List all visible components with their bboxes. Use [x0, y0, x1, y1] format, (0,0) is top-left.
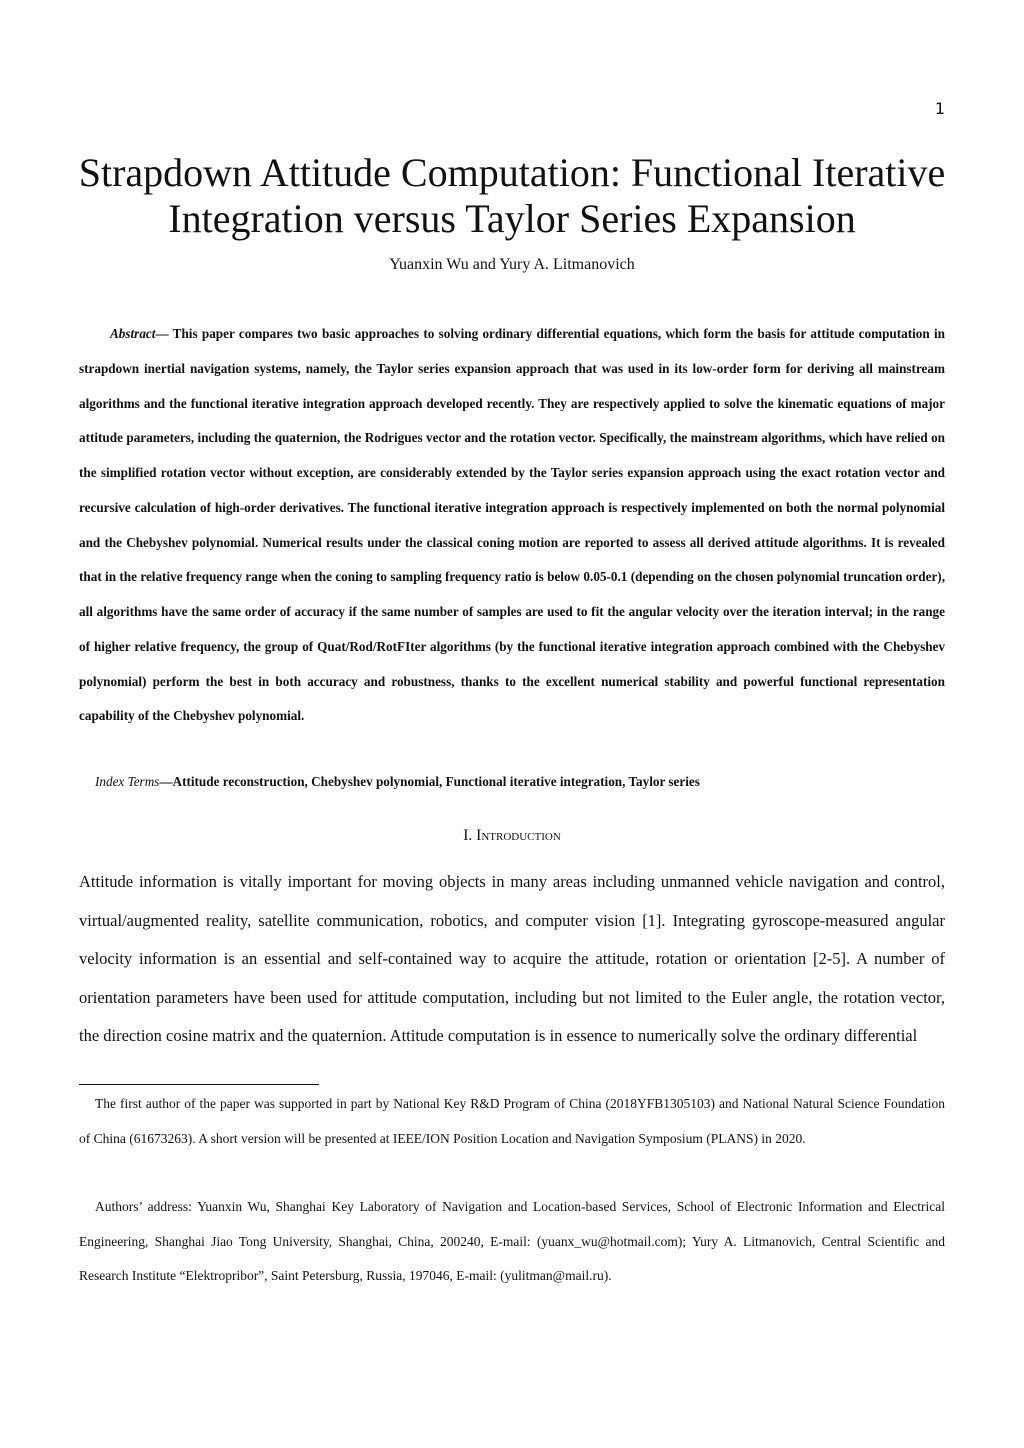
abstract-dash: — — [155, 326, 169, 341]
page-number: 1 — [934, 99, 945, 118]
paper-title: Strapdown Attitude Computation: Functional Iterative Integration versus Taylor Series Expansion — [78, 150, 946, 241]
index-terms-label: Index Terms — [95, 774, 160, 789]
abstract-text: This paper compares two basic approaches to solving ordinary differential equations, which form the basis for attitude computation in strapdown inertial navigation systems, namely, the Taylor series expansion approach that was used in its low-order form for deriving all mainstream algorithms and the functional iterative integration approach developed recently. They are respectively applied to solve the kinematic equations of major attitude parameters, including the quaternion, the Rodrigues vector and the rotation vector. Specifically, the mainstream algorithms, which have relied on the simplified rotation vector without exception, are considerably extended by the Taylor series expansion approach using the exact rotation vector and recursive calculation of high-order derivatives. The functional iterative integration approach is respectively implemented on both the normal polynomial and the Chebyshev polynomial. Numerical results under the classical coning motion are reported to assess all derived attitude algorithms. It is revealed that in the relative frequency range when the coning to sampling frequency ratio is below 0.05-0.1 (depending on the chosen polynomial truncation order), all algorithms have the same order of accuracy if the same number of samples are used to fit the angular velocity over the iteration interval; in the range of higher relative frequency, the group of Quat/Rod/RotFIter algorithms (by the functional iterative integration approach combined with the Chebyshev polynomial) perform the best in both accuracy and robustness, thanks to the excellent numerical stability and powerful functional representation capability of the Chebyshev polynomial. — [79, 326, 945, 724]
author-list: Yuanxin Wu and Yury A. Litmanovich — [389, 256, 635, 273]
footnote-authors-address: Authors’ address: Yuanxin Wu, Shanghai Key Laboratory of Navigation and Location-based Services, School of Electronic Information and Electrical Engineering, Shanghai Jiao Tong University, Shanghai, China, 200240, E-mail: (yuanx_wu@hotmail.com); Yury A. Litmanovich, Central Scientific and Research Institute “Elektropribor”, Saint Petersburg, Russia, 197046, E-mail: (yulitman@mail.ru). — [79, 1199, 945, 1283]
index-terms — [95, 770, 945, 794]
section-number: I. — [463, 827, 473, 844]
index-terms-text: Attitude reconstruction, Chebyshev polynomial, Functional iterative integration, Taylor series — [172, 774, 700, 789]
abstract-label: Abstract — [110, 326, 156, 341]
section-heading — [0, 827, 1024, 845]
abstract — [79, 317, 945, 734]
footnote-divider — [79, 1084, 319, 1085]
section-title: Introduction — [476, 827, 561, 844]
intro-paragraph: Attitude information is vitally important for moving objects in many areas including unmanned vehicle navigation and control, virtual/augmented reality, satellite communication, robotics, and computer vision [1]. Integrating gyroscope-measured angular velocity information is an essential and self-contained way to acquire the attitude, rotation or orientation [2-5]. A number of orientation parameters have been used for attitude computation, including but not limited to the Euler angle, the rotation vector, the direction cosine matrix and the quaternion. Attitude computation is in essence to numerically solve the ordinary differential — [79, 872, 945, 1045]
footnote-funding: The first author of the paper was supported in part by National Key R&D Program of China (2018YFB1305103) and National Natural Science Foundation of China (61673263). A short version will be presented at IEEE/ION Position Location and Navigation Symposium (PLANS) in 2020. — [79, 1096, 945, 1146]
index-terms-dash: — — [159, 774, 173, 789]
